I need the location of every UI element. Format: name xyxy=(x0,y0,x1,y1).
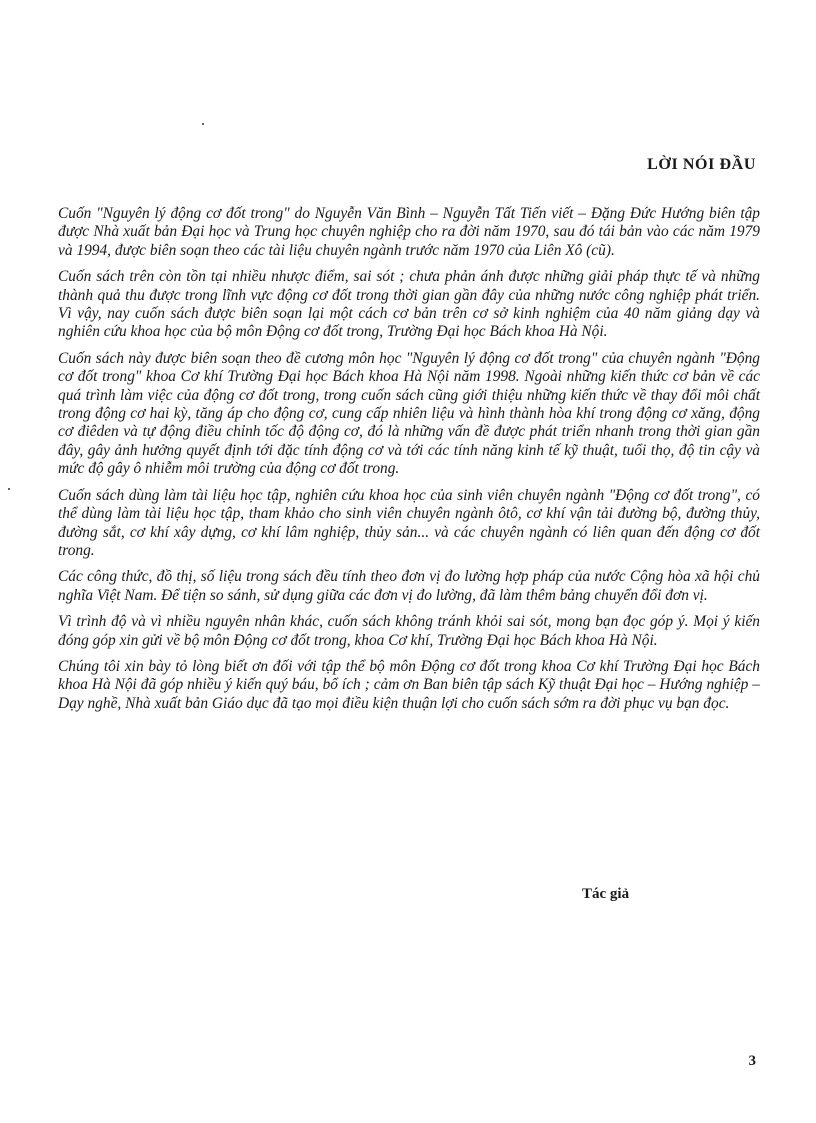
author-signature: Tác giả xyxy=(582,886,630,902)
scan-speck xyxy=(8,488,10,490)
paragraph: Chúng tôi xin bày tỏ lòng biết ơn đối với tập thể bộ môn Động cơ đốt trong khoa Cơ khí Trường Đại học Bách khoa Hà Nội đã góp nhiều ý kiến quý báu, bổ ích ; cảm ơn Ban biên tập sách Kỹ thuật Đại học – Hướng nghiệp – Dạy nghề, Nhà xuất bản Giáo dục đã tạo mọi điều kiện thuận lợi cho cuốn sách sớm ra đời phục vụ bạn đọc. xyxy=(58,657,760,712)
paragraph: Cuốn "Nguyên lý động cơ đốt trong" do Nguyễn Văn Bình – Nguyễn Tất Tiến viết – Đặng Đức Hướng biên tập được Nhà xuất bản Đại học và Trung học chuyên nghiệp cho ra đời năm 1970, sau đó tái bản vào các năm 1979 và 1994, được biên soạn theo các tài liệu chuyên ngành trước năm 1970 của Liên Xô (cũ). xyxy=(58,205,760,259)
page-title: LỜI NÓI ĐẦU xyxy=(647,156,756,173)
paragraph: Cuốn sách dùng làm tài liệu học tập, nghiên cứu khoa học của sinh viên chuyên ngành "Động cơ đốt trong", có thể dùng làm tài liệu học tập, tham khảo cho sinh viên chuyên ngành ôtô, cơ khí vận tải đường bộ, đường thủy, đường sắt, cơ khí xây dựng, cơ khí lâm nghiệp, thủy sản... và các chuyên ngành có liên quan đến động cơ đốt trong. xyxy=(58,486,760,559)
paragraph: Cuốn sách này được biên soạn theo đề cương môn học "Nguyên lý động cơ đốt trong" của chuyên ngành "Động cơ đốt trong" khoa Cơ khí Trường Đại học Bách khoa Hà Nội năm 1998. Ngoài những kiến thức cơ bản về các quá trình làm việc của động cơ đốt trong, trong cuốn sách cũng giới thiệu những kiến thức về thay đổi môi chất trong động cơ hai kỳ, tăng áp cho động cơ, cung cấp nhiên liệu và hình thành hòa khí trong động cơ xăng, động cơ điêden và tự động điều chỉnh tốc độ động cơ, đó là những vấn đề được phát triển nhanh trong thời gian gần đây, gây ảnh hưởng quyết định tới đặc tính động cơ và tới các tính năng kinh tế kỹ thuật, tuổi thọ, độ tin cậy và mức độ gây ô nhiễm môi trường của động cơ đốt trong. xyxy=(58,349,760,478)
scan-speck xyxy=(202,123,204,125)
paragraph: Cuốn sách trên còn tồn tại nhiều nhược điểm, sai sót ; chưa phản ánh được những giải pháp thực tế và những thành quả thu được trong lĩnh vực động cơ đốt trong thời gian gần đây của những nước công nghiệp phát triển. Vì vậy, nay cuốn sách được biên soạn lại một cách cơ bản trên cơ sở kinh nghiệm của 40 năm giảng dạy và nghiên cứu khoa học của bộ môn Động cơ đốt trong, Trường Đại học Bách khoa Hà Nội. xyxy=(58,268,760,341)
preface-body xyxy=(58,205,760,721)
page-number: 3 xyxy=(748,1053,756,1069)
paragraph: Vì trình độ và vì nhiều nguyên nhân khác, cuốn sách không tránh khỏi sai sót, mong bạn đọc góp ý. Mọi ý kiến đóng góp xin gửi về bộ môn Động cơ đốt trong, khoa Cơ khí, Trường Đại học Bách khoa Hà Nội. xyxy=(58,613,760,649)
paragraph: Các công thức, đồ thị, số liệu trong sách đều tính theo đơn vị đo lường hợp pháp của nước Cộng hòa xã hội chủ nghĩa Việt Nam. Để tiện so sánh, sử dụng giữa các đơn vị đo lường, đã làm thêm bảng chuyển đổi đơn vị. xyxy=(58,568,760,604)
